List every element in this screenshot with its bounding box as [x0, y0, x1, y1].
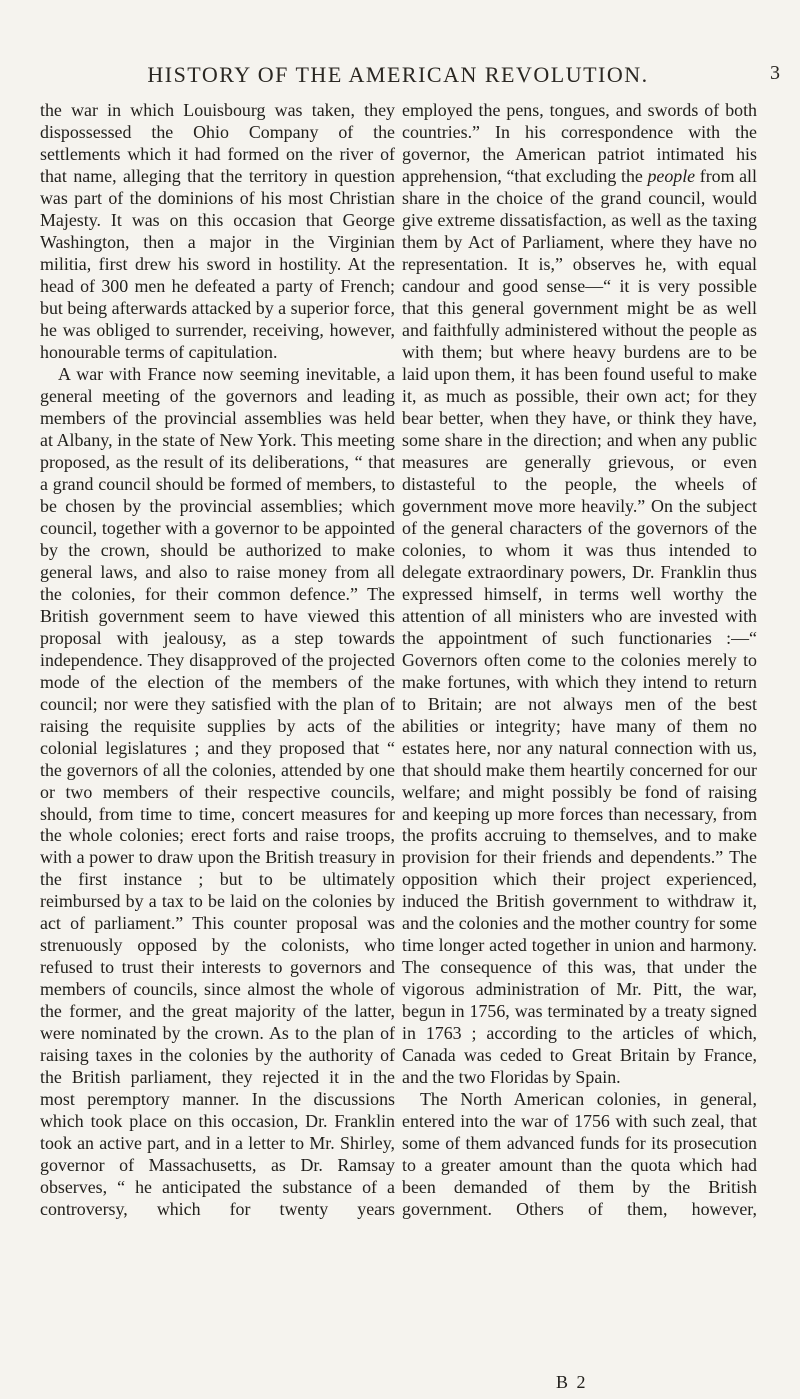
signature-mark: B 2: [556, 1372, 588, 1392]
paragraph: The North American colonies, in general, entered into the war of 1756 with such zeal, that some of them advanced funds for its prosecution to a greater amount than the quota which had been demanded of them by the British government. Others of them, however,: [402, 1089, 757, 1220]
text-run: employed the pens, tongues, and swords of both countries.” In his correspondence with the governor, the American patriot intimated his apprehension, “that excluding the: [402, 100, 757, 186]
left-column: [40, 100, 395, 1221]
page-number: 3: [770, 62, 780, 84]
text-run: from all share in the choice of the grand council, would give extreme dissatisfaction, as well as the taxing them by Act of Parliament, where they have no representation. It is,” observes he, with equal candour and good sense—“ it is very possible that this general government might be as well and faithfully administered without the people as with them; but where heavy burdens are to be laid upon them, it has been found useful to make it, as much as possible, their own act; for they bear better, when they have, or think they have, some share in the direction; and when any public measures are generally grievous, or even distasteful to the people, the wheels of government move more heavily.” On the subject of the general characters of the governors of the colonies, to whom it was thus intended to delegate extraordinary powers, Dr. Franklin thus expressed himself, in terms well worthy the attention of all ministers who are invested with the appointment of such functionaries :—“ Governors often come to the colonies merely to make fortunes, with which they intend to return to Britain; are not always men of the best abilities or integrity; have many of them no estates here, nor any natural connection with us, that should make them heartily concerned for our welfare; and might possibly be fond of raising and keeping up more forces than necessary, from the profits accruing to themselves, and to make provision for their friends and dependents.” The opposition which their project experienced, induced the British government to withdraw it, and the colonies and the mother country for some time longer acted together in union and harmony. The consequence of this was, that under the vigorous administration of Mr. Pitt, the war, begun in 1756, was terminated by a treaty signed in 1763 ; according to the articles of which, Canada was ceded to Great Britain by France, and the two Floridas by Spain.: [402, 165, 757, 1088]
paragraph: [402, 100, 757, 1089]
paragraph: A war with France now seeming inevitable, a general meeting of the governors and leading members of the provincial assemblies was held at Albany, in the state of New York. This meeting proposed, as the result of its deliberations, “ that a grand council should be formed of members, to be chosen by the provincial assemblies; which council, together with a governor to be appointed by the crown, should be authorized to make general laws, and also to raise money from all the colonies, for their common defence.” The British government seem to have viewed this proposal with jealousy, as a step towards independence. They disapproved of the projected mode of the election of the members of the council; nor were they satisfied with the plan of raising the requisite supplies by acts of the colonial legislatures ; and they proposed that “ the governors of all the colonies, attended by one or two members of their respective councils, should, from time to time, concert measures for the whole colonies; erect forts and raise troops, with a power to draw upon the British treasury in the first instance ; but to be ultimately reimbursed by a tax to be laid on the colonies by act of parliament.” This counter proposal was strenuously opposed by the colonists, who refused to trust their interests to governors and members of councils, since almost the whole of the former, and the great majority of the latter, were nominated by the crown. As to the plan of raising taxes in the colonies by the authority of the British parliament, they rejected it in the most peremptory manner. In the discussions which took place on this occasion, Dr. Franklin took an active part, and in a letter to Mr. Shirley, governor of Massachusetts, as Dr. Ramsay observes, “ he anticipated the substance of a controversy, which for twenty years: [40, 363, 395, 1220]
running-title: HISTORY OF THE AMERICAN REVOLUTION.: [147, 62, 649, 87]
paragraph: the war in which Louisbourg was taken, they dispossessed the Ohio Company of the settlements which it had formed on the river of that name, alleging that the territory in question was part of the dominions of his most Christian Majesty. It was on this occasion that George Washington, then a major in the Virginian militia, first drew his sword in hostility. At the head of 300 men he defeated a party of French; but being afterwards attacked by a superior force, he was obliged to surrender, receiving, however, honourable terms of capitulation.: [40, 100, 395, 362]
emphasis-text: people: [647, 165, 696, 186]
right-column: [402, 100, 757, 1221]
